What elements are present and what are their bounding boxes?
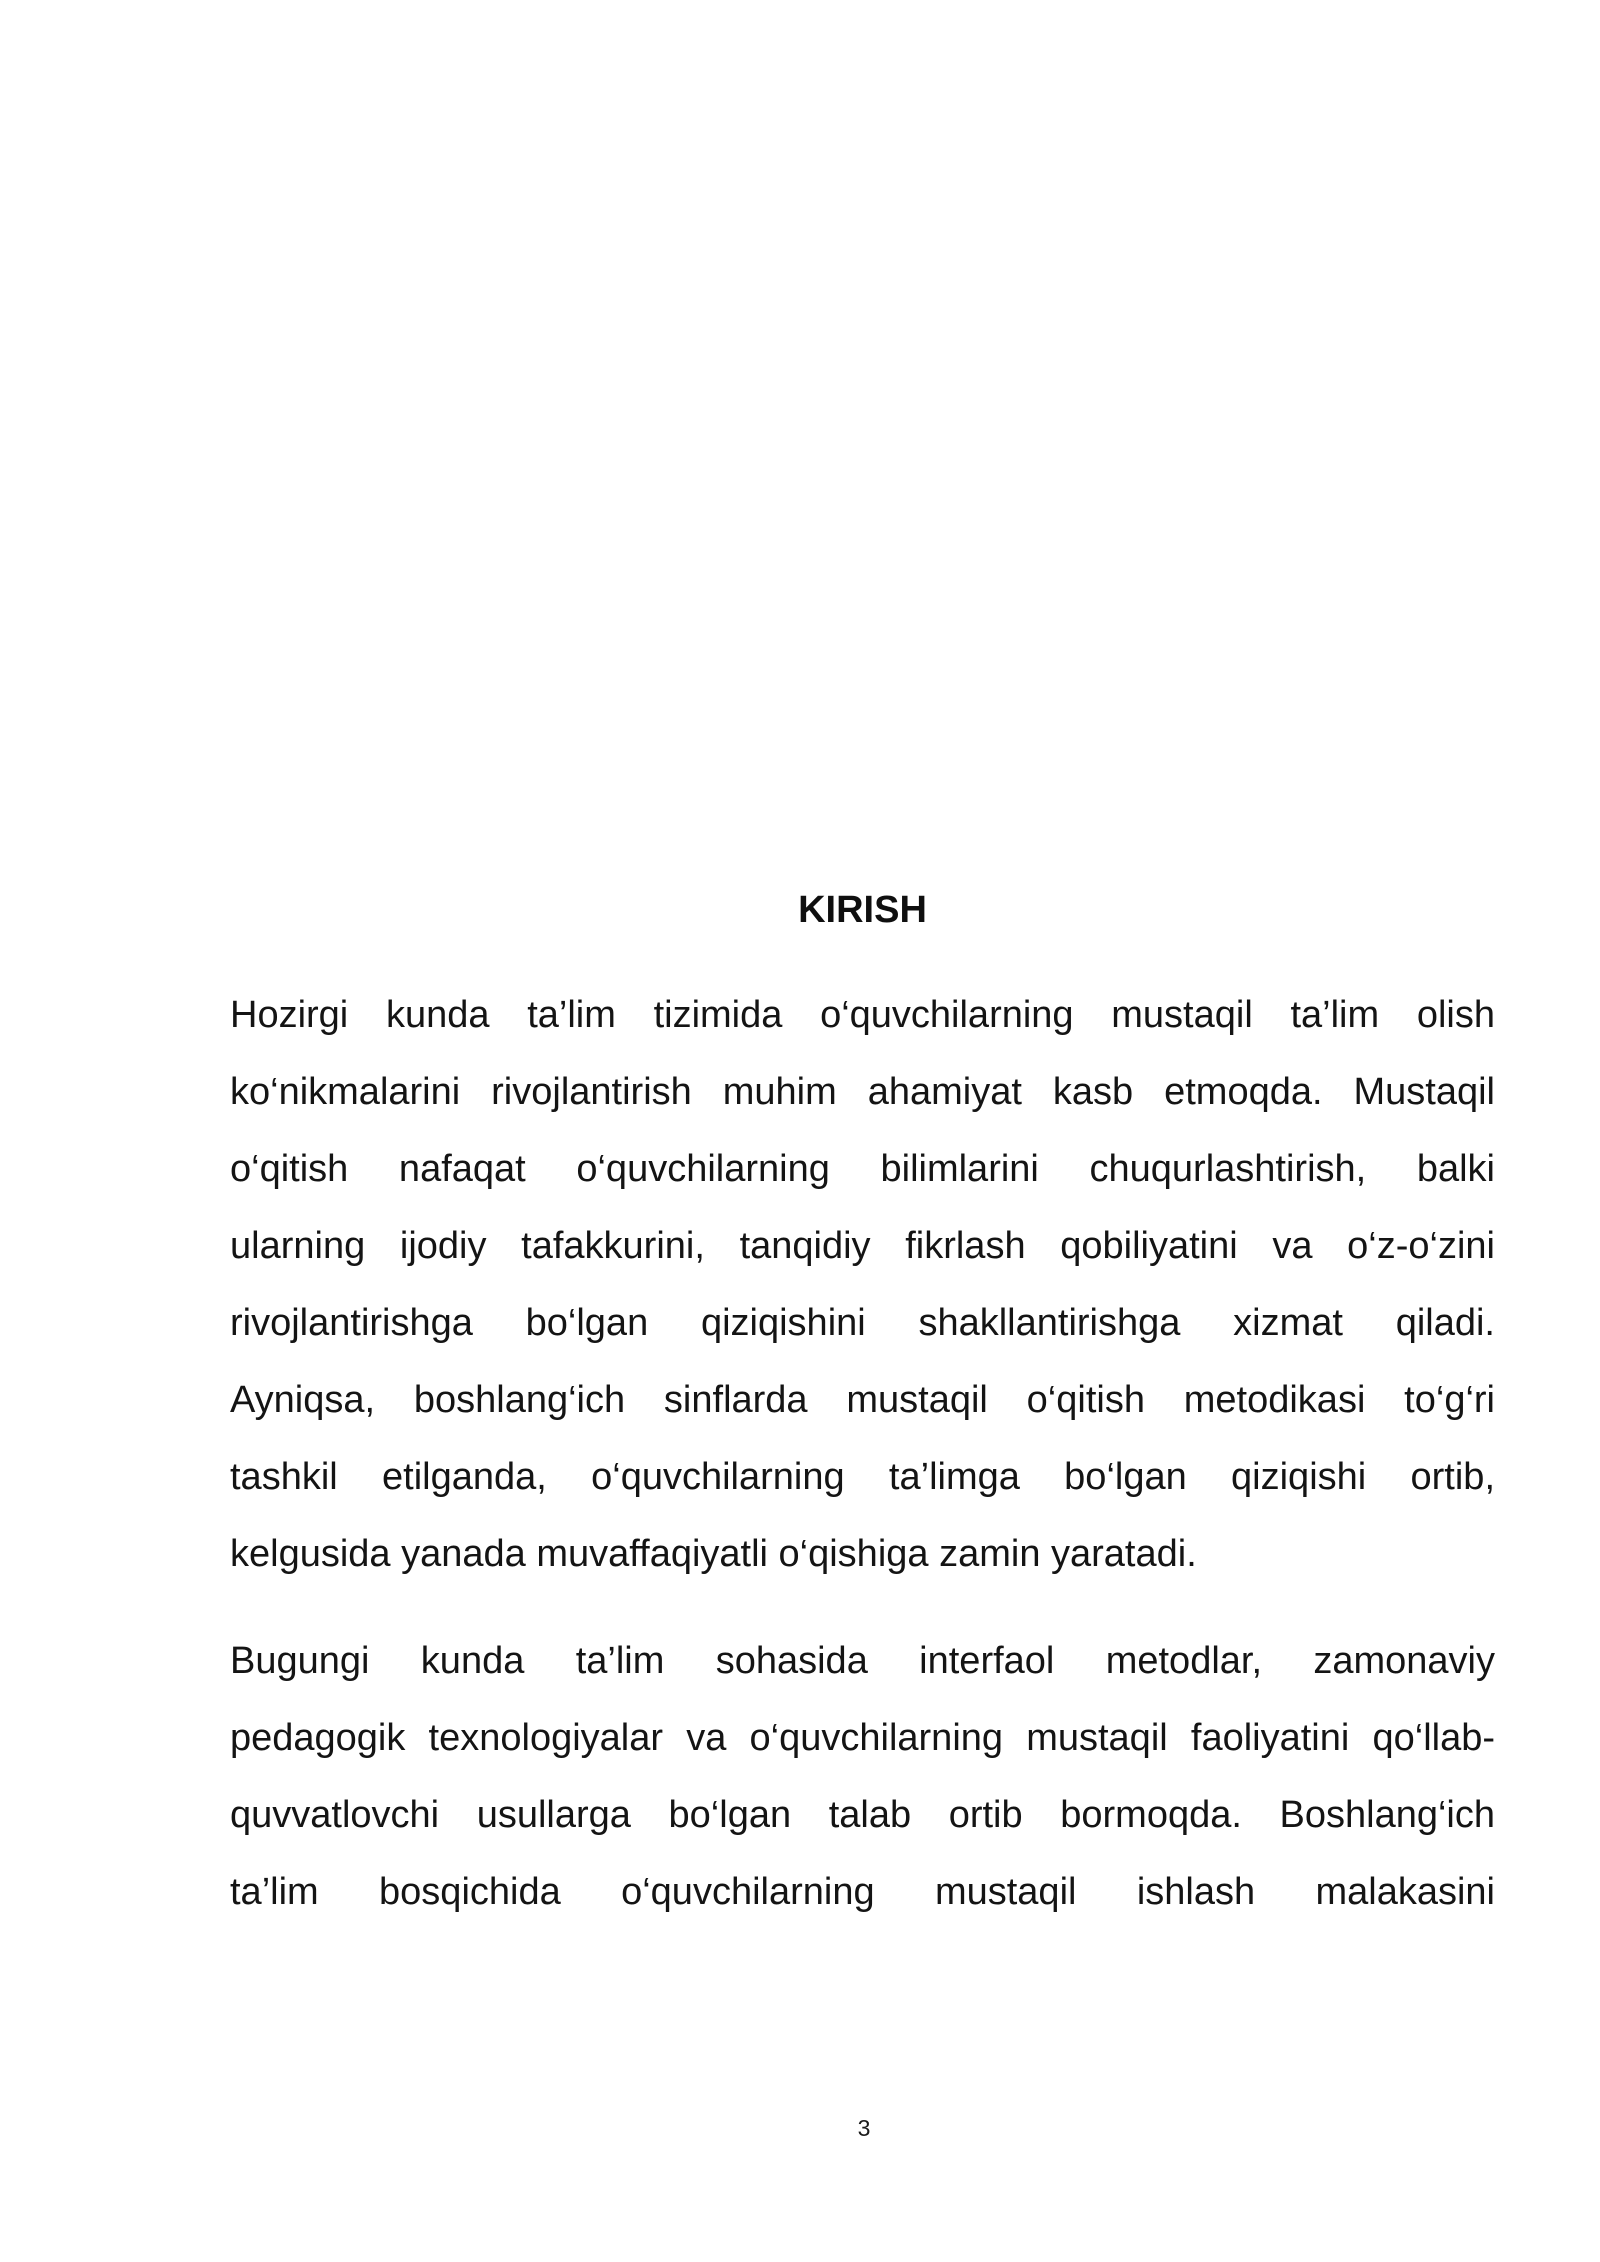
paragraph-line: Hozirgi kunda ta’lim tizimida o‘quvchilarning mustaqil ta’lim olish [230,994,1495,1036]
paragraph-line: quvvatlovchi usullarga bo‘lgan talab ortib bormoqda. Boshlang‘ich [230,1794,1495,1836]
section-heading: KIRISH [798,889,927,931]
paragraph-line: tashkil etilganda, o‘quvchilarning ta’limga bo‘lgan qiziqishi ortib, [230,1456,1495,1498]
paragraph-intro [230,977,1495,1593]
paragraph-line: ta’lim bosqichida o‘quvchilarning mustaqil ishlash malakasini [230,1871,1495,1913]
paragraph-second [230,1623,1495,1931]
paragraph-line: o‘qitish nafaqat o‘quvchilarning bilimlarini chuqurlashtirish, balki [230,1148,1495,1190]
paragraph-line: kelgusida yanada muvaffaqiyatli o‘qishiga zamin yaratadi. [230,1533,1197,1575]
paragraph-line: pedagogik texnologiyalar va o‘quvchilarning mustaqil faoliyatini qo‘llab- [230,1717,1495,1759]
paragraph-line: rivojlantirishga bo‘lgan qiziqishini shakllantirishga xizmat qiladi. [230,1302,1495,1344]
page-number: 3 [857,2115,871,2141]
paragraph-line: Ayniqsa, boshlang‘ich sinflarda mustaqil o‘qitish metodikasi to‘g‘ri [230,1379,1495,1421]
paragraph-line: Bugungi kunda ta’lim sohasida interfaol metodlar, zamonaviy [230,1640,1495,1682]
paragraph-line: ko‘nikmalarini rivojlantirish muhim ahamiyat kasb etmoqda. Mustaqil [230,1071,1495,1113]
paragraph-line: ularning ijodiy tafakkurini, tanqidiy fikrlash qobiliyatini va o‘z-o‘zini [230,1225,1495,1267]
